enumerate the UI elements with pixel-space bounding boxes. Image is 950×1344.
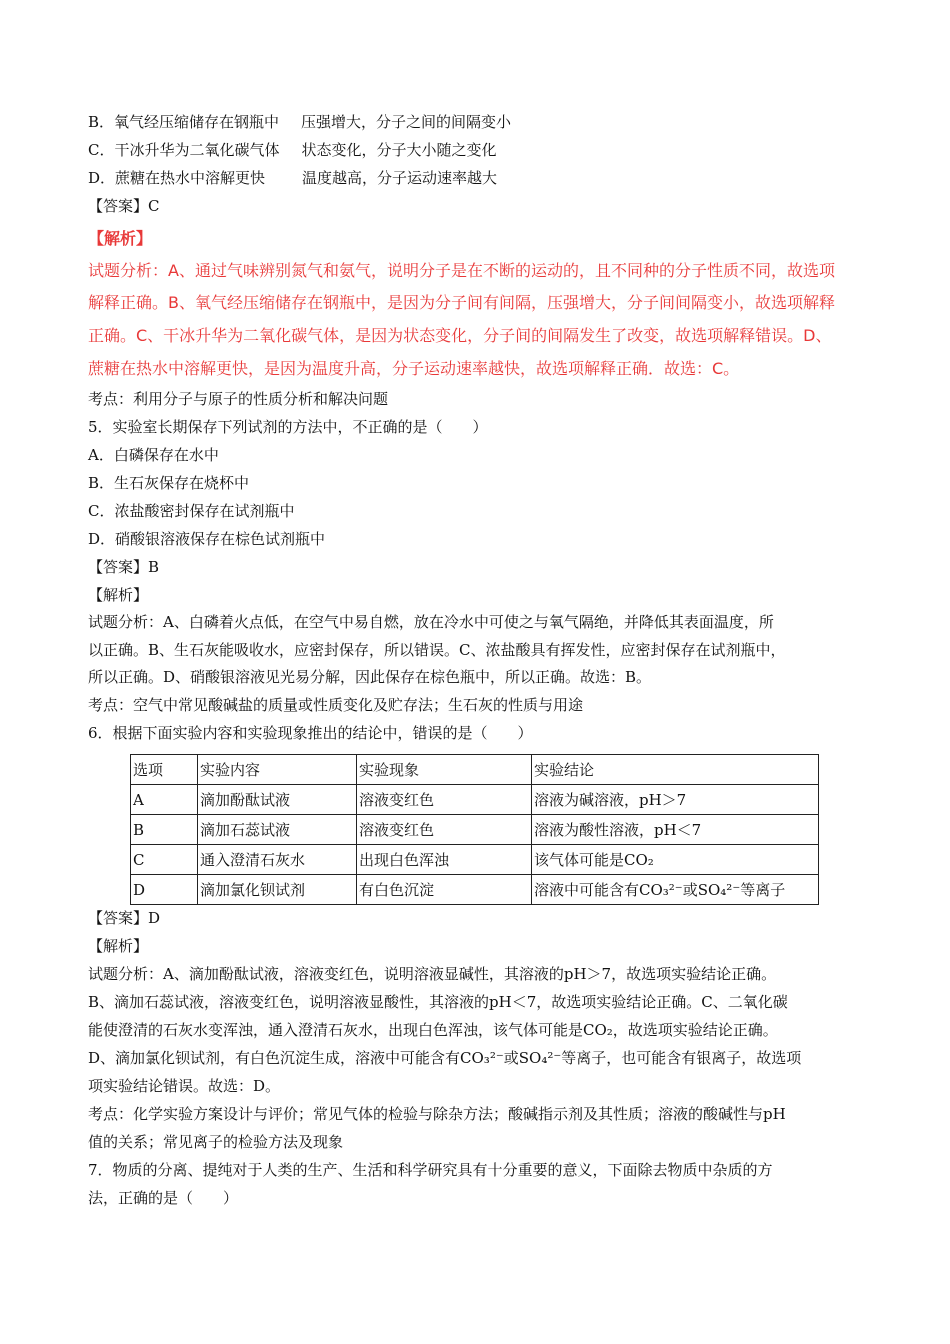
table-row bbox=[131, 845, 819, 875]
q6-analysis-line-5: 项实验结论错误。故选：D。 bbox=[88, 1077, 281, 1095]
q4-option-b-item: B．氧气经压缩储存在钢瓶中 bbox=[88, 113, 280, 131]
q5-analysis-line-3: 所以正确。D、硝酸银溶液见光易分解，因此保存在棕色瓶中，所以正确。故选：B。 bbox=[88, 668, 652, 686]
table-cell: B bbox=[131, 815, 198, 845]
table-row bbox=[131, 875, 819, 905]
q4-option-b bbox=[88, 112, 511, 132]
q7-stem-line-2: 法，正确的是（ ） bbox=[88, 1189, 239, 1207]
table-row bbox=[131, 815, 819, 845]
q5-stem: 5．实验室长期保存下列试剂的方法中，不正确的是（ ） bbox=[88, 418, 488, 436]
table-cell: 滴加石蕊试液 bbox=[198, 815, 357, 845]
q5-answer: 【答案】B bbox=[88, 558, 160, 576]
q4-option-c-item: C．干冰升华为二氧化碳气体 bbox=[88, 141, 280, 159]
q4-option-d-reason: 温度越高，分子运动速率越大 bbox=[302, 169, 498, 187]
table-header-row bbox=[131, 755, 819, 785]
table-cell: 溶液中可能含有CO₃²⁻或SO₄²⁻等离子 bbox=[532, 875, 819, 905]
table-cell: 滴加酚酞试液 bbox=[198, 785, 357, 815]
q5-analysis-line-2: 以正确。B、生石灰能吸收水，应密封保存，所以错误。C、浓盐酸具有挥发性，应密封保存在试剂瓶中， bbox=[88, 641, 786, 659]
table-cell: 出现白色浑浊 bbox=[357, 845, 532, 875]
q4-analysis-line-3: 正确。C、干冰升华为二氧化碳气体，是因为状态变化，分子间的间隔发生了改变，故选项解释错误。D、 bbox=[88, 326, 832, 345]
table-cell: D bbox=[131, 875, 198, 905]
q4-analysis-line-4: 蔗糖在热水中溶解更快，是因为温度升高，分子运动速率越快，故选项解释正确．故选：C。 bbox=[88, 359, 740, 378]
table-cell: 有白色沉淀 bbox=[357, 875, 532, 905]
table-cell: 滴加氯化钡试剂 bbox=[198, 875, 357, 905]
table-cell: 该气体可能是CO₂ bbox=[532, 845, 819, 875]
table-cell: 溶液变红色 bbox=[357, 785, 532, 815]
q4-option-c bbox=[88, 140, 497, 160]
q5-kaodian: 考点：空气中常见酸碱盐的质量或性质变化及贮存法；生石灰的性质与用途 bbox=[88, 696, 584, 714]
q6-analysis-line-3: 能使澄清的石灰水变浑浊，通入澄清石灰水，出现白色浑浊，该气体可能是CO₂，故选项实验结论正确。 bbox=[88, 1021, 778, 1039]
table-header-cell: 选项 bbox=[131, 755, 198, 785]
q4-analysis-heading: 【解析】 bbox=[88, 229, 153, 248]
table-cell: 溶液为碱溶液，pH＞7 bbox=[532, 785, 819, 815]
q4-option-b-reason: 压强增大，分子之间的间隔变小 bbox=[301, 113, 512, 131]
q6-analysis-line-2: B、滴加石蕊试液，溶液变红色，说明溶液显酸性，其溶液的pH＜7，故选项实验结论正确。C、二氧化碳 bbox=[88, 993, 788, 1011]
table-cell: 通入澄清石灰水 bbox=[198, 845, 357, 875]
q6-table bbox=[130, 754, 819, 905]
q5-option-c: C．浓盐酸密封保存在试剂瓶中 bbox=[88, 502, 295, 520]
table-header-cell: 实验现象 bbox=[357, 755, 532, 785]
q6-answer: 【答案】D bbox=[88, 909, 161, 927]
q4-analysis-line-1: 试题分析：A、通过气味辨别氮气和氨气，说明分子是在不断的运动的，且不同种的分子性质不同，故选项 bbox=[88, 261, 835, 280]
q5-option-d: D．硝酸银溶液保存在棕色试剂瓶中 bbox=[88, 530, 326, 548]
q4-option-c-reason: 状态变化，分子大小随之变化 bbox=[301, 141, 497, 159]
q6-analysis-line-4: D、滴加氯化钡试剂，有白色沉淀生成，溶液中可能含有CO₃²⁻或SO₄²⁻等离子，也可能含有银离子，故选项 bbox=[88, 1049, 802, 1067]
table-header-cell: 实验内容 bbox=[198, 755, 357, 785]
table-header-cell: 实验结论 bbox=[532, 755, 819, 785]
q4-option-d bbox=[88, 168, 497, 188]
q5-option-a: A．白磷保存在水中 bbox=[88, 446, 219, 464]
q6-stem: 6．根据下面实验内容和实验现象推出的结论中，错误的是（ ） bbox=[88, 724, 533, 742]
table-cell: 溶液变红色 bbox=[357, 815, 532, 845]
q4-answer: 【答案】C bbox=[88, 197, 160, 215]
q5-analysis-line-1: 试题分析：A、白磷着火点低，在空气中易自燃，放在冷水中可使之与氧气隔绝，并降低其表面温度，所 bbox=[88, 613, 774, 631]
table-row bbox=[131, 785, 819, 815]
table-cell: 溶液为酸性溶液，pH＜7 bbox=[532, 815, 819, 845]
q5-option-b: B．生石灰保存在烧杯中 bbox=[88, 474, 250, 492]
q4-kaodian: 考点：利用分子与原子的性质分析和解决问题 bbox=[88, 390, 389, 408]
q6-kaodian-line-2: 值的关系；常见离子的检验方法及现象 bbox=[88, 1133, 344, 1151]
q6-kaodian-line-1: 考点：化学实验方案设计与评价；常见气体的检验与除杂方法；酸碱指示剂及其性质；溶液的酸碱性与pH bbox=[88, 1105, 786, 1123]
q4-option-d-item: D．蔗糖在热水中溶解更快 bbox=[88, 169, 266, 187]
q4-analysis-line-2: 解释正确。B、氧气经压缩储存在钢瓶中，是因为分子间有间隔，压强增大，分子间间隔变小，故选项解释 bbox=[88, 293, 835, 312]
q5-analysis-heading: 【解析】 bbox=[88, 586, 149, 604]
table-cell: A bbox=[131, 785, 198, 815]
q7-stem-line-1: 7．物质的分离、提纯对于人类的生产、生活和科学研究具有十分重要的意义，下面除去物质中杂质的方 bbox=[88, 1161, 773, 1179]
table-cell: C bbox=[131, 845, 198, 875]
q6-analysis-line-1: 试题分析：A、滴加酚酞试液，溶液变红色，说明溶液显碱性，其溶液的pH＞7，故选项实验结论正确。 bbox=[88, 965, 777, 983]
q6-analysis-heading: 【解析】 bbox=[88, 937, 149, 955]
